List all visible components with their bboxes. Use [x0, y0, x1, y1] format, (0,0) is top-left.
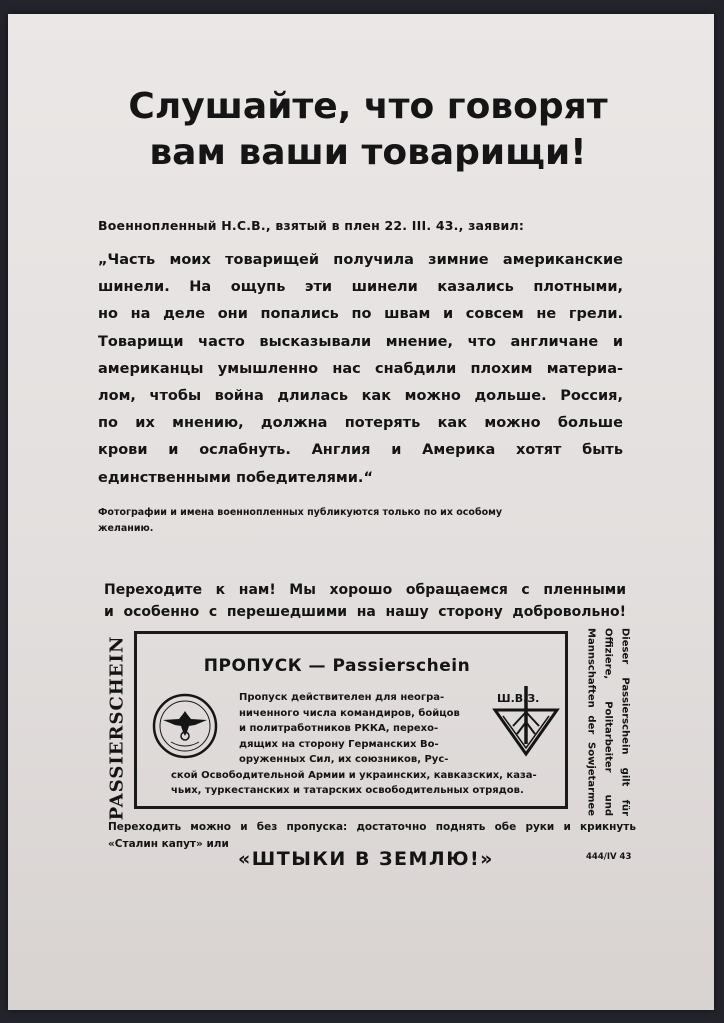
- headline-line: Слушайте, что говорят: [128, 86, 608, 127]
- quote-line: Товарищи часто высказывали мнение, что англичане и: [98, 333, 623, 350]
- footer-line: «Сталин капут» или: [108, 838, 229, 850]
- rova-shield-icon: [491, 682, 561, 758]
- passierschein-label-text: PASSIERSCHEIN: [106, 635, 128, 821]
- pass-text-line: чьих, туркестанских и татарских освободительных отрядов.: [171, 785, 524, 796]
- pass-text-line: оруженных Сил, их союзников, Рус-: [239, 754, 449, 765]
- cross-over-appeal: [104, 579, 626, 623]
- slogan: «ШТЫКИ В ЗЕМЛЮ!»: [238, 848, 494, 870]
- quote-line: крови и ослабнуть. Англия и Америка хотят быть: [98, 442, 623, 459]
- quote-line: единственными победителями.“: [98, 469, 373, 486]
- quote-line: „Часть моих товарищей получила зимние американские: [98, 252, 623, 268]
- german-line: Dieser Passierschein gilt für: [619, 628, 631, 816]
- photo-note: [98, 505, 626, 537]
- quote-line: но на деле они попались по швам и совсем не грели.: [98, 306, 623, 323]
- leaflet-sheet: [8, 14, 714, 1010]
- shield-letters: Ш.В.З.: [497, 692, 540, 705]
- quote-line: лом, чтобы война длилась как можно дольше. Россия,: [98, 388, 623, 405]
- appeal-line: и особенно с перешедшими на нашу сторону добровольно!: [104, 604, 626, 620]
- quote-line: по их мнению, должна потерять как можно больше: [98, 415, 623, 432]
- leaflet-code: 444/IV 43: [586, 852, 632, 862]
- quote-line: американцы умышленно нас снабдили плохим материа-: [98, 360, 623, 377]
- headline-line: вам ваши товарищи!: [149, 132, 587, 173]
- prisoner-intro: Военнопленный Н.С.В., взятый в плен 22. III. 43., заявил:: [98, 218, 525, 233]
- pass-text-line: ской Освободительной Армии и украинских, кавказских, каза-: [171, 769, 537, 781]
- pass-box: [134, 631, 568, 809]
- quote-line: шинели. На ощупь эти шинели казались плотными,: [98, 279, 623, 296]
- appeal-line: Переходите к нам! Мы хорошо обращаемся с пленными: [104, 582, 626, 598]
- german-line: Offiziere, Politarbeiter und: [602, 628, 614, 816]
- pass-text-line: Пропуск действителен для неогра-: [239, 692, 445, 703]
- pass-text-line: ниченного числа командиров, бойцов: [239, 707, 460, 719]
- photo-note-line: Фотографии и имена военнопленных публикуются только по их особому: [98, 507, 503, 518]
- footer-line: Переходить можно и без пропуска: достаточно поднять обе руки и крикнуть: [108, 821, 636, 833]
- headline: [68, 84, 668, 176]
- pass-text-line: дящих на сторону Германских Во-: [239, 738, 439, 750]
- pass-text-line: и политработников РККА, перехо-: [239, 723, 439, 734]
- passierschein-vertical-label: [102, 635, 132, 821]
- pass-title: ПРОПУСК — Passierschein: [203, 656, 471, 676]
- german-pass-note: [576, 628, 640, 816]
- prisoner-quote: [98, 247, 623, 492]
- photo-note-line: желанию.: [98, 523, 154, 534]
- german-line: Mannschaften der Sowjetarmee: [585, 628, 597, 816]
